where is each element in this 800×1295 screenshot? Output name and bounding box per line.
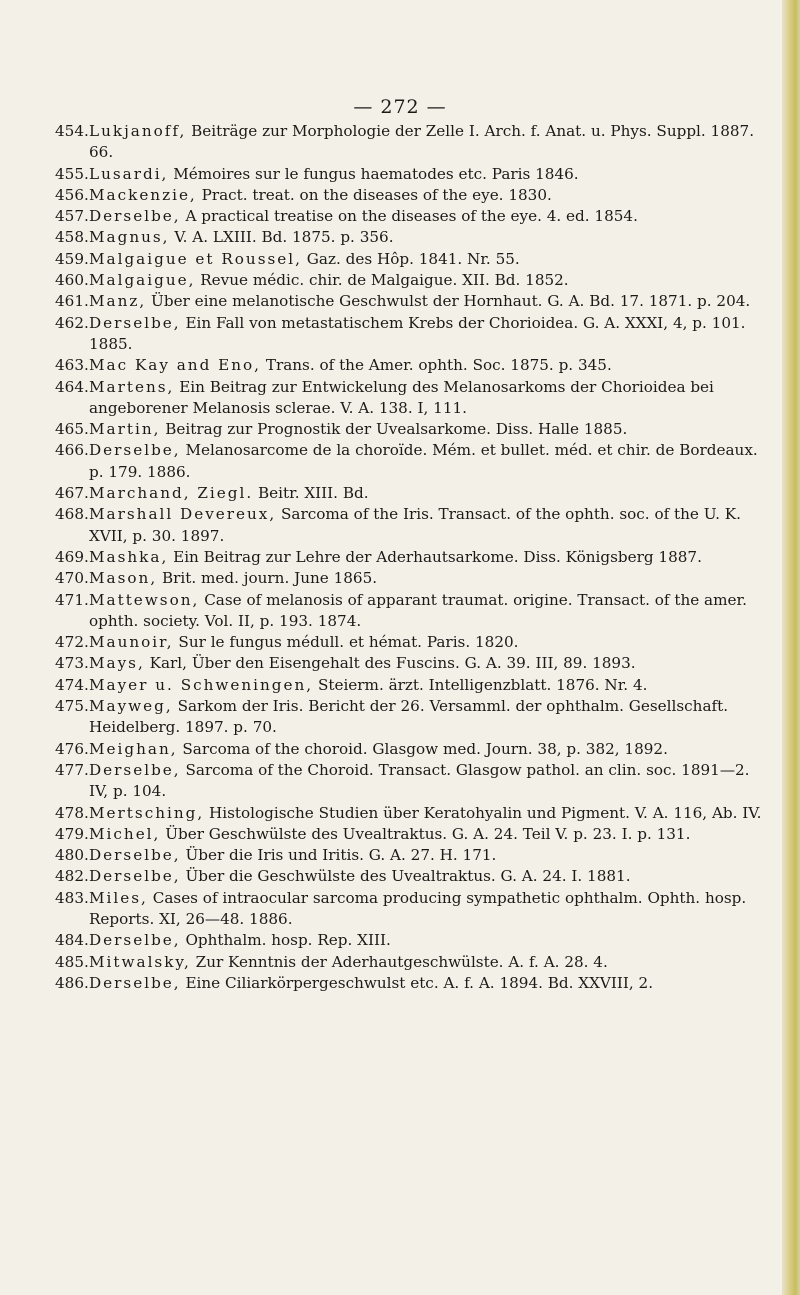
- reference-author: Martin,: [89, 420, 161, 439]
- reference-number: 486.: [55, 973, 89, 992]
- reference-text: Eine Ciliarkörpergeschwulst etc. A. f. A. 1894. Bd. XXVIII, 2.: [185, 973, 654, 992]
- reference-text: Beiträge zur Morphologie der Zelle I. Arch. f. Anat. u. Phys. Suppl. 1887. 66.: [89, 122, 755, 162]
- reference-author: Marshall Devereux,: [89, 505, 277, 524]
- reference-item: [55, 249, 765, 270]
- reference-author: Derselbe,: [89, 973, 181, 992]
- reference-number: 462.: [55, 313, 89, 332]
- reference-item: [55, 930, 765, 951]
- reference-author: Meighan,: [89, 739, 178, 758]
- reference-author: Magnus,: [89, 228, 170, 247]
- reference-item: [55, 739, 765, 760]
- reference-number: 484.: [55, 931, 89, 950]
- reference-item: [55, 590, 765, 633]
- reference-author: Mayer u. Schweningen,: [89, 675, 314, 694]
- reference-number: 455.: [55, 164, 89, 183]
- reference-author: Mattewson,: [89, 590, 200, 609]
- reference-author: Mason,: [89, 569, 158, 588]
- reference-item: [55, 377, 765, 420]
- reference-author: Michel,: [89, 824, 161, 843]
- reference-item: [55, 632, 765, 653]
- reference-number: 463.: [55, 356, 89, 375]
- reference-text: Ein Fall von metastatischem Krebs der Chorioidea. G. A. XXXI, 4, p. 101. 1885.: [89, 313, 746, 353]
- reference-text: Sur le fungus médull. et hémat. Paris. 1820.: [178, 633, 519, 652]
- reference-author: Derselbe,: [89, 760, 181, 779]
- reference-item: [55, 355, 765, 376]
- reference-text: Steierm. ärzt. Intelligenzblatt. 1876. Nr. 4.: [317, 675, 648, 694]
- reference-item: [55, 760, 765, 803]
- reference-item: [55, 845, 765, 866]
- reference-item: [55, 888, 765, 931]
- reference-number: 461.: [55, 292, 89, 311]
- reference-number: 454.: [55, 122, 89, 140]
- reference-number: 469.: [55, 547, 89, 566]
- reference-author: Mackenzie,: [89, 185, 197, 204]
- reference-item: [55, 291, 765, 312]
- reference-text: Mémoires sur le fungus haematodes etc. Paris 1846.: [173, 164, 579, 183]
- reference-number: 482.: [55, 867, 89, 886]
- reference-author: Malgaigue et Roussel,: [89, 249, 302, 268]
- reference-number: 467.: [55, 484, 89, 503]
- reference-text: Sarcoma of the choroid. Glasgow med. Journ. 38, p. 382, 1892.: [182, 739, 668, 758]
- reference-item: [55, 696, 765, 739]
- reference-text: Ein Beitrag zur Lehre der Aderhautsarkome. Diss. Königsberg 1887.: [173, 547, 702, 566]
- reference-number: 472.: [55, 633, 89, 652]
- reference-number: 479.: [55, 824, 89, 843]
- reference-text: Über eine melanotische Geschwulst der Hornhaut. G. A. Bd. 17. 1871. p. 204.: [151, 292, 751, 311]
- reference-item: [55, 952, 765, 973]
- reference-text: Pract. treat. on the diseases of the eye. 1830.: [201, 185, 552, 204]
- reference-item: [55, 824, 765, 845]
- reference-item: [55, 164, 765, 185]
- reference-number: 457.: [55, 207, 89, 226]
- reference-author: Malgaigue,: [89, 271, 196, 290]
- reference-item: [55, 121, 765, 164]
- reference-number: 466.: [55, 441, 89, 460]
- reference-item: [55, 547, 765, 568]
- reference-number: 476.: [55, 739, 89, 758]
- reference-author: Maunoir,: [89, 633, 174, 652]
- reference-author: Derselbe,: [89, 867, 181, 886]
- reference-text: Sarkom der Iris. Bericht der 26. Versamml. der ophthalm. Gesellschaft. Heidelberg. 1897. p. 70.: [89, 697, 729, 737]
- reference-author: Derselbe,: [89, 207, 181, 226]
- page-edge: [782, 0, 800, 1295]
- reference-number: 458.: [55, 228, 89, 247]
- reference-text: Ein Beitrag zur Entwickelung des Melanosarkoms der Chorioidea bei angeborener Melanosis sclerae. V. A. 138. I, 111.: [89, 377, 714, 417]
- reference-author: Lukjanoff,: [89, 122, 187, 140]
- reference-number: 477.: [55, 760, 89, 779]
- reference-item: [55, 866, 765, 887]
- reference-author: Mac Kay and Eno,: [89, 356, 261, 375]
- reference-number: 475.: [55, 697, 89, 716]
- reference-item: [55, 568, 765, 589]
- reference-item: [55, 675, 765, 696]
- reference-number: 471.: [55, 590, 89, 609]
- reference-item: [55, 419, 765, 440]
- reference-text: Brit. med. journ. June 1865.: [161, 569, 378, 588]
- reference-text: Beitr. XIII. Bd.: [258, 484, 369, 503]
- reference-number: 468.: [55, 505, 89, 524]
- reference-list: [55, 121, 765, 994]
- reference-text: Zur Kenntnis der Aderhautgeschwülste. A. f. A. 28. 4.: [195, 952, 608, 971]
- reference-author: Miles,: [89, 888, 148, 907]
- reference-number: 474.: [55, 675, 89, 694]
- reference-author: Derselbe,: [89, 441, 181, 460]
- reference-number: 464.: [55, 377, 89, 396]
- reference-item: [55, 653, 765, 674]
- reference-text: Ophthalm. hosp. Rep. XIII.: [185, 931, 391, 950]
- reference-number: 459.: [55, 249, 89, 268]
- reference-text: A practical treatise on the diseases of the eye. 4. ed. 1854.: [185, 207, 638, 226]
- reference-author: Mitwalsky,: [89, 952, 191, 971]
- reference-number: 483.: [55, 888, 89, 907]
- reference-text: Revue médic. chir. de Malgaigue. XII. Bd. 1852.: [200, 271, 569, 290]
- reference-number: 480.: [55, 846, 89, 865]
- reference-item: [55, 206, 765, 227]
- reference-text: Über die Iris und Iritis. G. A. 27. H. 171.: [185, 846, 497, 865]
- reference-item: [55, 440, 765, 483]
- reference-text: Histologische Studien über Keratohyalin und Pigment. V. A. 116, Ab. IV.: [209, 803, 762, 822]
- reference-author: Martens,: [89, 377, 175, 396]
- reference-number: 485.: [55, 952, 89, 971]
- reference-text: Sarcoma of the Iris. Transact. of the ophth. soc. of the U. K. XVII, p. 30. 1897.: [89, 505, 741, 545]
- reference-number: 456.: [55, 185, 89, 204]
- reference-author: Mays,: [89, 654, 145, 673]
- reference-text: V. A. LXIII. Bd. 1875. p. 356.: [174, 228, 394, 247]
- reference-text: Cases of intraocular sarcoma producing sympathetic ophthalm. Ophth. hosp. Reports. XI, 26—48. 1886.: [89, 888, 747, 928]
- reference-number: 460.: [55, 271, 89, 290]
- reference-author: Mashka,: [89, 547, 169, 566]
- reference-number: 470.: [55, 569, 89, 588]
- reference-text: Gaz. des Hôp. 1841. Nr. 55.: [306, 249, 520, 268]
- reference-item: [55, 270, 765, 291]
- page-number: — 272 —: [353, 96, 447, 118]
- reference-item: [55, 313, 765, 356]
- reference-item: [55, 504, 765, 547]
- reference-author: Derselbe,: [89, 846, 181, 865]
- reference-number: 465.: [55, 420, 89, 439]
- reference-text: Über die Geschwülste des Uvealtraktus. G. A. 24. I. 1881.: [185, 867, 631, 886]
- reference-item: [55, 803, 765, 824]
- reference-text: Case of melanosis of apparant traumat. origine. Transact. of the amer. ophth. society. Vol. II, p. 193. 1874.: [89, 590, 747, 630]
- reference-author: Derselbe,: [89, 931, 181, 950]
- reference-text: Sarcoma of the Choroid. Transact. Glasgow pathol. an clin. soc. 1891—2. IV, p. 104.: [89, 760, 750, 801]
- reference-text: Über Geschwülste des Uvealtraktus. G. A. 24. Teil V. p. 23. I. p. 131.: [165, 824, 691, 843]
- reference-text: Karl, Über den Eisengehalt des Fuscins. G. A. 39. III, 89. 1893.: [149, 654, 636, 673]
- reference-author: Marchand, Ziegl.: [89, 484, 254, 503]
- reference-number: 473.: [55, 654, 89, 673]
- reference-text: Trans. of the Amer. ophth. Soc. 1875. p. 345.: [265, 356, 612, 375]
- reference-item: [55, 185, 765, 206]
- reference-number: 478.: [55, 803, 89, 822]
- reference-item: [55, 483, 765, 504]
- reference-text: Beitrag zur Prognostik der Uvealsarkome. Diss. Halle 1885.: [165, 420, 628, 439]
- reference-author: Mertsching,: [89, 803, 205, 822]
- reference-item: [55, 227, 765, 248]
- reference-author: Manz,: [89, 292, 147, 311]
- reference-author: Derselbe,: [89, 313, 181, 332]
- reference-item: [55, 973, 765, 994]
- reference-author: Mayweg,: [89, 697, 173, 716]
- reference-text: Melanosarcome de la choroïde. Mém. et bullet. méd. et chir. de Bordeaux. p. 179. 1886.: [89, 441, 758, 481]
- reference-author: Lusardi,: [89, 164, 169, 183]
